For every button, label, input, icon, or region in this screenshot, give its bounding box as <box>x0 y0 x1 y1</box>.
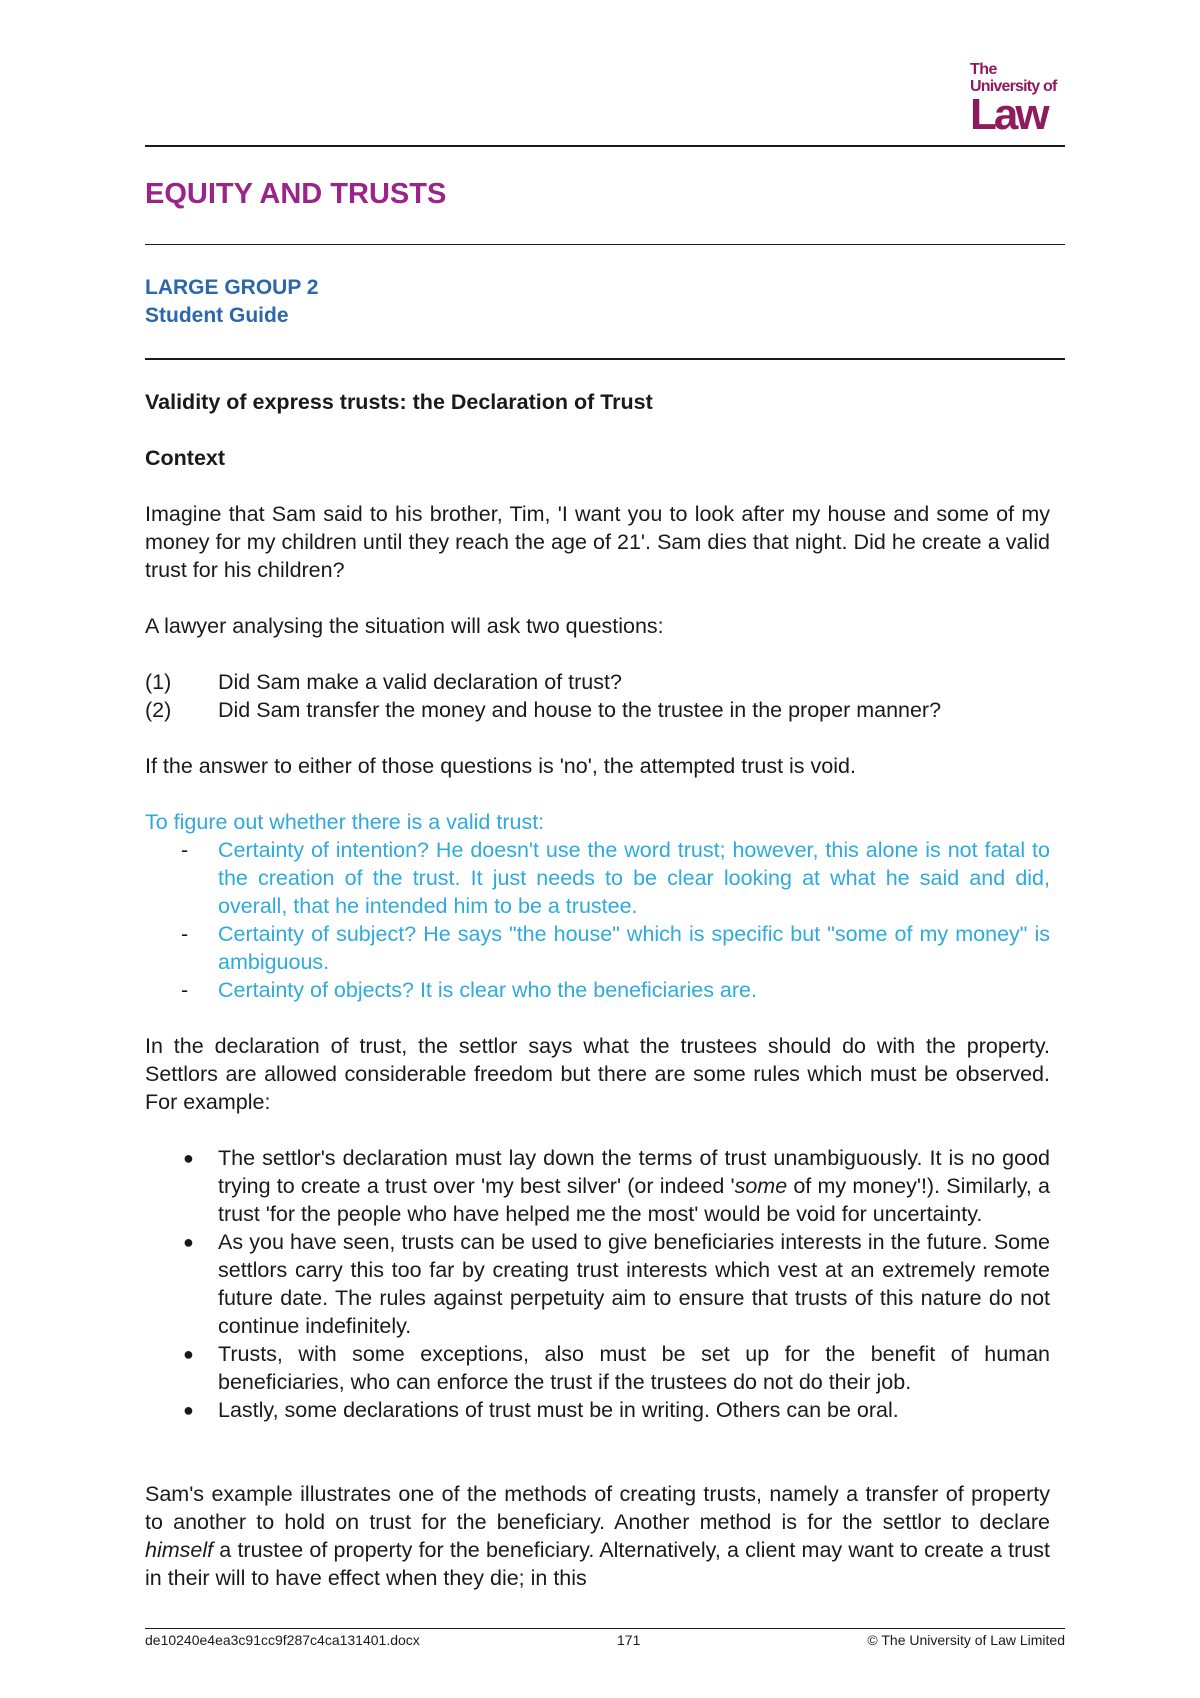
bullet-text: As you have seen, trusts can be used to give beneficiaries interests in the future. Some settlors carry this too far by creating trust interests which vest at an extremely remote future date. The rules against perpetuity aim to ensure that trusts of this nature do not continue indefinitely. <box>218 1230 1050 1338</box>
question-number: (1) <box>145 670 172 694</box>
intro-paragraph: Imagine that Sam said to his brother, Tim, 'I want you to look after my house and some of my money for my children until they reach the age of 21'. Sam dies that night. Did he create a valid trust for his children? <box>145 502 1050 582</box>
bullet-icon: ● <box>183 1400 194 1420</box>
subtitle-group: LARGE GROUP 2 <box>145 276 319 299</box>
question-item <box>145 668 1050 696</box>
question-number: (2) <box>145 698 172 722</box>
bullet-text: The settlor's declaration must lay down the terms of trust unambiguously. It is no good trying to create a trust over 'my best silver' (or indeed 'some of my money'!). Similarly, a trust 'for the people who have helped me the most' would be void for uncertainty. <box>218 1146 1050 1226</box>
declaration-paragraph: In the declaration of trust, the settlor says what the trustees should do with the property. Settlors are allowed considerable freedom but there are some rules which must be observed. For example: <box>145 1034 1050 1114</box>
footer-rule <box>145 1628 1065 1629</box>
page-footer <box>145 1632 1065 1648</box>
footer-filename: de10240e4ea3c91cc9f287c4ca131401.docx <box>145 1632 420 1648</box>
header-rule <box>145 145 1065 147</box>
section-heading: Validity of express trusts: the Declaration of Trust <box>145 390 653 414</box>
bullet-icon: ● <box>183 1232 194 1252</box>
rule-bullet <box>145 1340 1050 1396</box>
bullet-text: Trusts, with some exceptions, also must be set up for the benefit of human beneficiaries, who can enforce the trust if the trustees do not do their job. <box>218 1342 1050 1394</box>
university-logo <box>970 62 1075 137</box>
bullet-icon: ● <box>183 1344 194 1364</box>
logo-line-2: University of <box>970 78 1057 95</box>
title-rule <box>145 244 1065 245</box>
bullet-icon: ● <box>183 1148 194 1168</box>
context-heading: Context <box>145 446 226 470</box>
note-item <box>145 976 1050 1004</box>
page-number: 171 <box>617 1632 641 1648</box>
rule-bullet <box>145 1396 1050 1424</box>
bullet-text: Lastly, some declarations of trust must be in writing. Others can be oral. <box>218 1398 899 1422</box>
dash-marker: - <box>181 978 189 1002</box>
note-item <box>145 836 1050 920</box>
rule-bullet <box>145 1144 1050 1228</box>
question-item <box>145 696 1050 724</box>
subtitle-rule <box>145 358 1065 360</box>
questions-intro: A lawyer analysing the situation will ask two questions: <box>145 614 664 638</box>
subtitle-guide: Student Guide <box>145 304 289 327</box>
document-body <box>145 388 1050 1592</box>
document-title: EQUITY AND TRUSTS <box>145 178 447 210</box>
dash-marker: - <box>181 838 189 862</box>
logo-line-3: Law <box>970 90 1047 139</box>
question-text: Did Sam make a valid declaration of trust? <box>218 670 622 694</box>
void-paragraph: If the answer to either of those questions is 'no', the attempted trust is void. <box>145 754 856 778</box>
note-text: Certainty of objects? It is clear who the beneficiaries are. <box>218 978 757 1002</box>
dash-marker: - <box>181 922 189 946</box>
final-paragraph: Sam's example illustrates one of the methods of creating trusts, namely a transfer of property to another to hold on trust for the beneficiary. Another method is for the settlor to declare himself a trustee of property for the beneficiary. Alternatively, a client may want to create a trust in their will to have effect when they die; in this <box>145 1482 1050 1590</box>
rule-bullet <box>145 1228 1050 1340</box>
note-text: Certainty of intention? He doesn't use the word trust; however, this alone is not fatal to the creation of the trust. It just needs to be clear looking at what he said and did, overall, that he intended him to be a trustee. <box>218 838 1050 918</box>
footer-copyright: © The University of Law Limited <box>867 1632 1065 1648</box>
note-text: Certainty of subject? He says "the house" which is specific but "some of my money" is ambiguous. <box>218 922 1050 974</box>
question-text: Did Sam transfer the money and house to the trustee in the proper manner? <box>218 698 942 722</box>
notes-heading: To figure out whether there is a valid trust: <box>145 810 545 834</box>
logo-line-1: The <box>970 61 997 78</box>
note-item <box>145 920 1050 976</box>
